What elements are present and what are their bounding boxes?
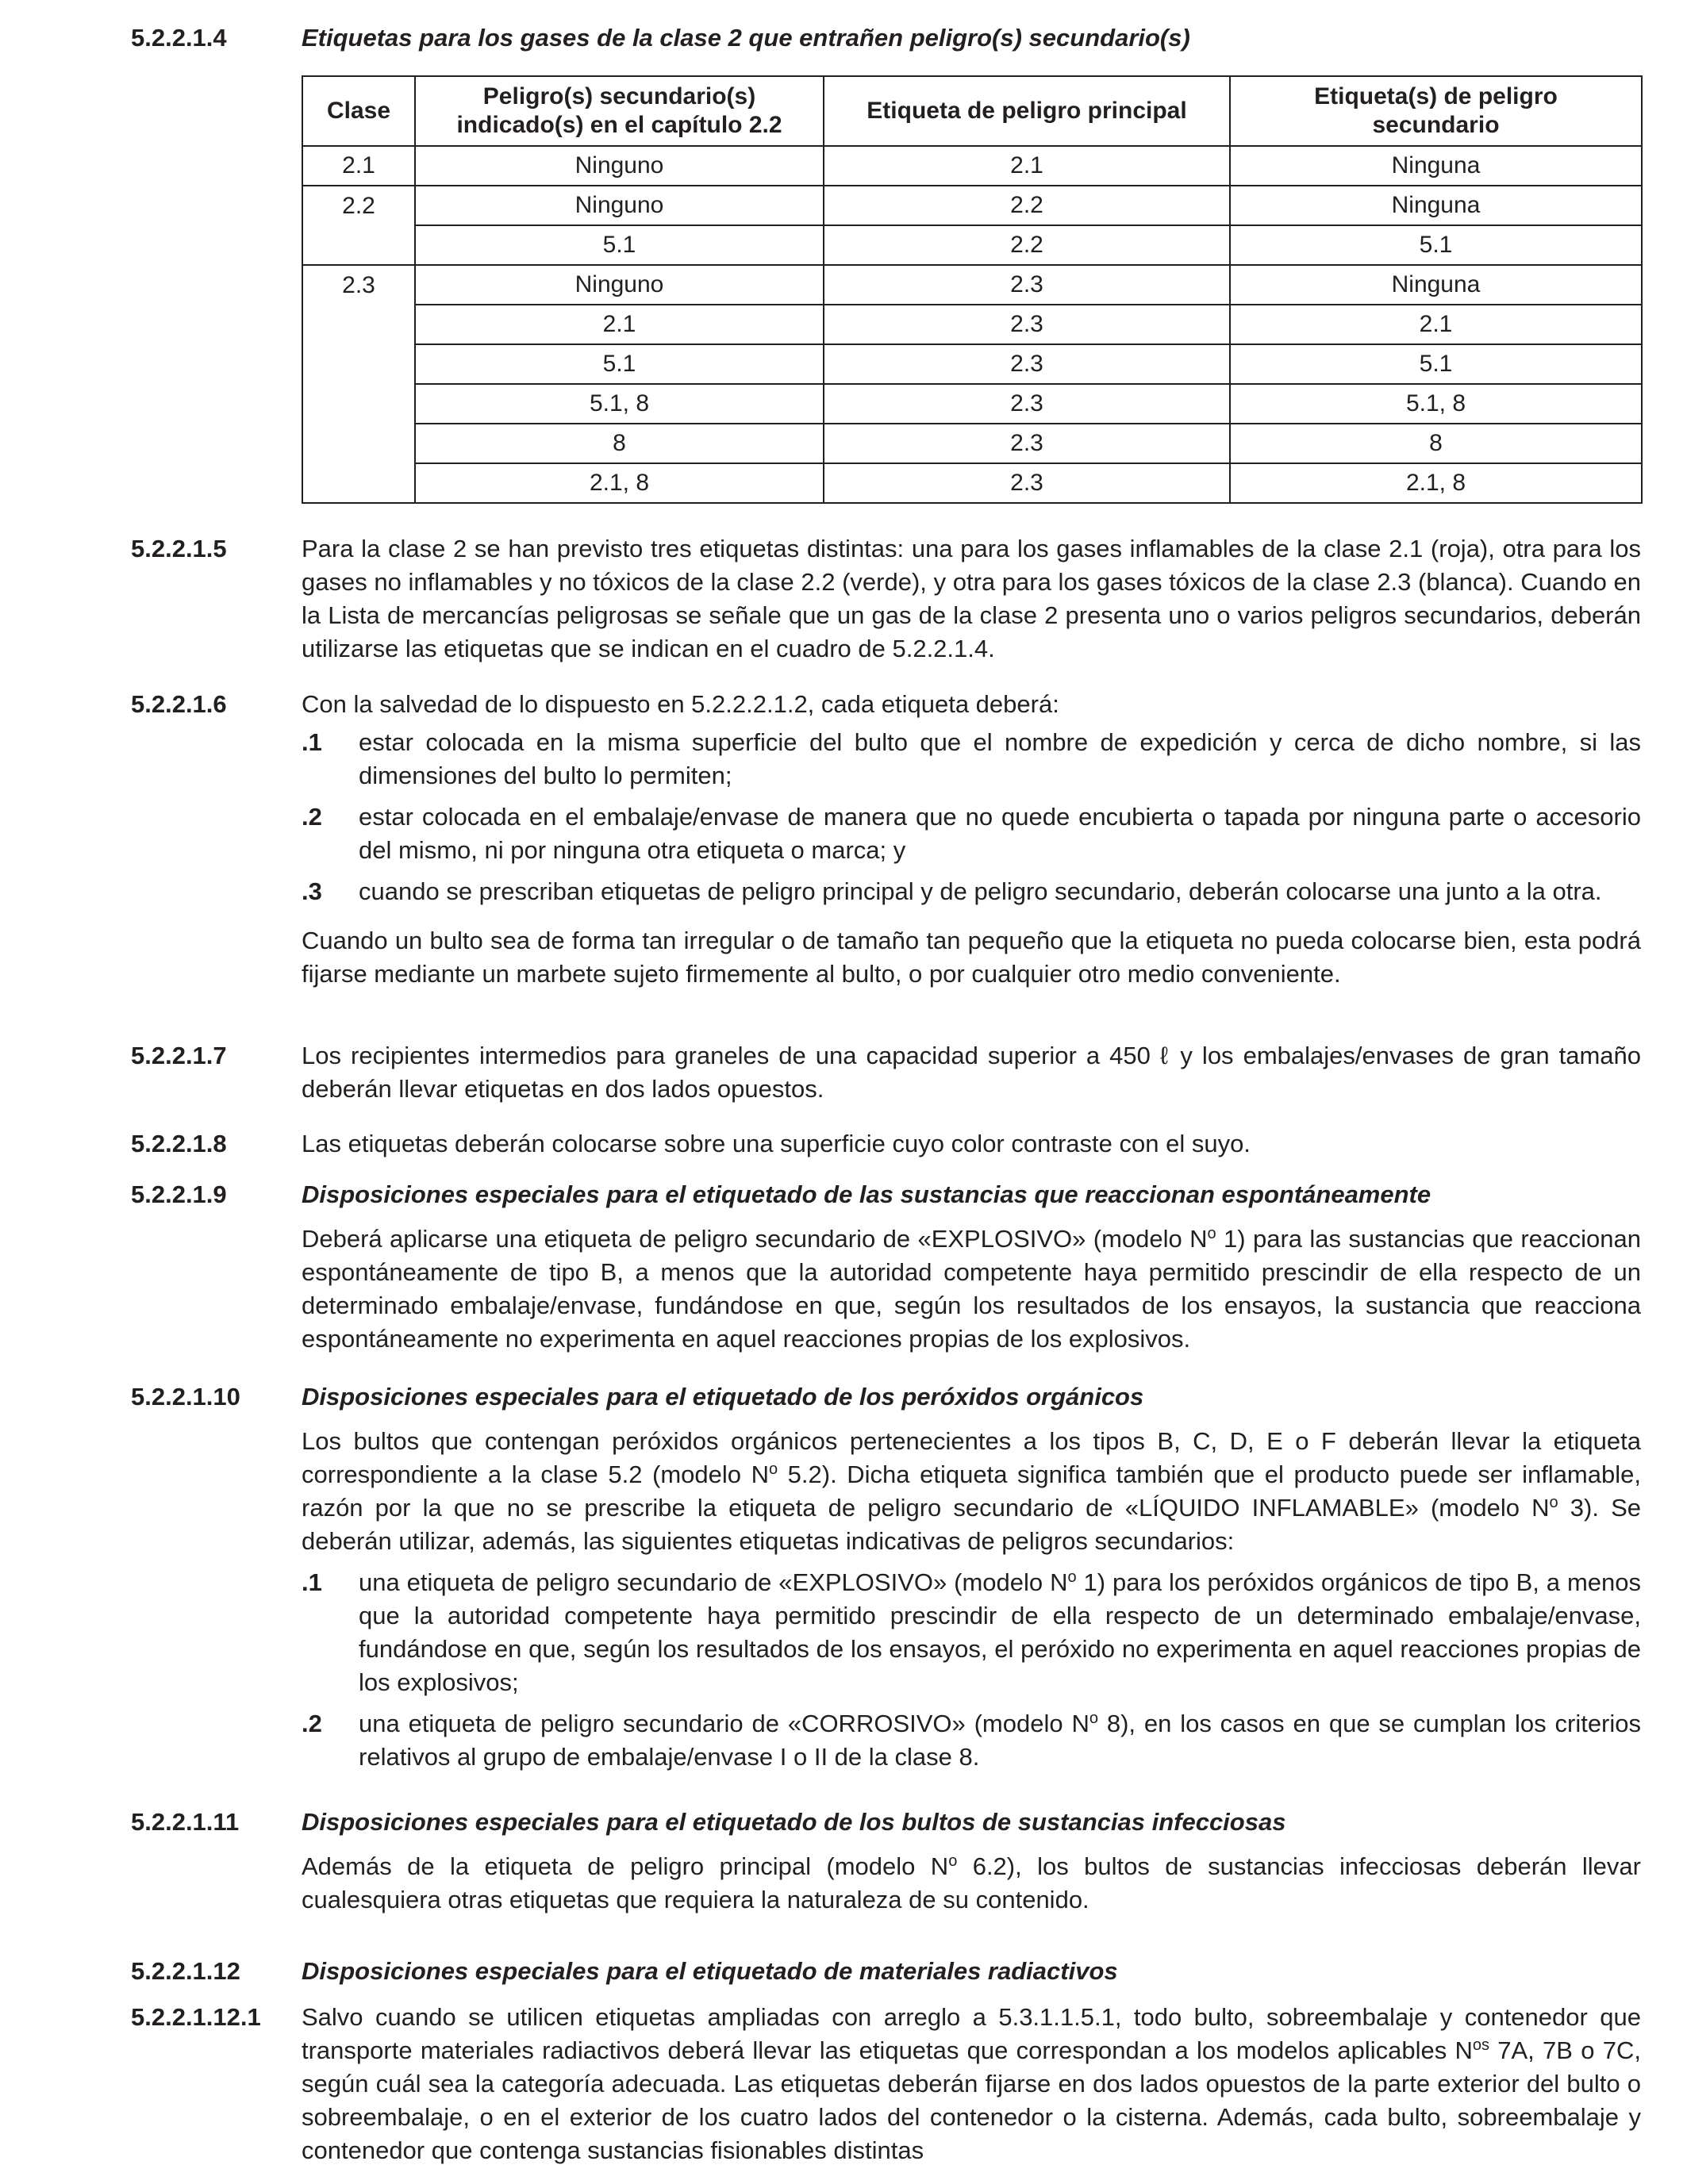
cell-class	[302, 424, 415, 463]
cell-subsidiary-label: Ninguna	[1230, 186, 1642, 225]
superscript: o	[1207, 1225, 1216, 1242]
section-number: 5.2.2.1.12.1	[131, 2003, 261, 2031]
header-subsidiary-hazard	[415, 76, 824, 146]
section-body	[302, 1380, 1641, 1774]
cell-primary-label: 2.2	[824, 225, 1230, 265]
cell-class	[302, 225, 415, 265]
table-row	[302, 424, 1642, 463]
cell-subsidiary-hazard: Ninguno	[415, 146, 824, 186]
section-number: 5.2.2.1.10	[131, 1383, 240, 1411]
section-body	[302, 688, 1641, 991]
text-run: 1) para las sustancias que reaccionan espontáneamente de tipo B, a menos que la autoridad competente haya permitido prescindir de ella respecto de un determinado embalaje/envase, fundándose en que, según los resultados de los ensayos, la sustancia que reacciona espontáneamente no experimenta en aquel reacciones propias de los explosivos.	[302, 1225, 1641, 1353]
section-text: Los recipientes intermedios para graneles de una capacidad superior a 450 ℓ y los embalajes/envases de gran tamaño deberán llevar etiquetas en dos lados opuestos.	[302, 1042, 1641, 1103]
cell-primary-label: 2.3	[824, 344, 1230, 384]
section-title: Disposiciones especiales para el etiquetado de las sustancias que reaccionan espontáneamente	[302, 1180, 1431, 1208]
class-2-labels-table	[302, 75, 1643, 504]
list-item	[302, 800, 1641, 867]
table-header-row	[302, 76, 1642, 146]
cell-subsidiary-hazard: Ninguno	[415, 265, 824, 305]
table-row	[302, 225, 1642, 265]
section-paragraph	[302, 1223, 1641, 1356]
text-run: una etiqueta de peligro secundario de «EXPLOSIVO» (modelo N	[359, 1568, 1068, 1596]
table-row	[302, 186, 1642, 225]
cell-subsidiary-label: 2.1, 8	[1230, 463, 1642, 503]
section-paragraph	[302, 1425, 1641, 1558]
table-row	[302, 384, 1642, 424]
text-run: Salvo cuando se utilicen etiquetas ampliadas con arreglo a 5.3.1.1.5.1, todo bulto, sobreembalaje y contenedor que transporte materiales radiactivos deberá llevar las etiquetas que correspondan a los modelos aplicables N	[302, 2003, 1641, 2064]
list-marker: .2	[302, 1710, 322, 1737]
header-subsidiary-label	[1230, 76, 1642, 146]
cell-subsidiary-hazard: 8	[415, 424, 824, 463]
text-run: Los bultos que contengan peróxidos orgánicos pertenecientes a los tipos B, C, D, E o F deberán llevar la etiqueta correspondiente a la clase 5.2 (modelo N	[302, 1427, 1641, 1488]
cell-primary-label: 2.1	[824, 146, 1230, 186]
list-item	[302, 1707, 1641, 1774]
list-marker: .1	[302, 1568, 322, 1596]
list-item	[302, 1566, 1641, 1699]
header-class: Clase	[302, 76, 415, 146]
cell-class: 2.3	[302, 265, 415, 305]
header-subsidiary-label-line2: secundario	[1372, 112, 1500, 138]
cell-subsidiary-hazard: 2.1	[415, 305, 824, 344]
cell-subsidiary-label: 8	[1230, 424, 1642, 463]
text-run: 6.2), los bultos de sustancias infecciosas deberán llevar cualesquiera otras etiquetas que requiera la naturaleza de su contenido.	[302, 1852, 1641, 1913]
cell-primary-label: 2.3	[824, 305, 1230, 344]
section-number: 5.2.2.1.11	[131, 1808, 240, 1836]
section-text: Para la clase 2 se han previsto tres etiquetas distintas: una para los gases inflamables de la clase 2.1 (roja), otra para los gases no inflamables y no tóxicos de la clase 2.2 (verde), y otra para los gases tóxicos de la clase 2.3 (blanca). Cuando en la Lista de mercancías peligrosas se señale que un gas de la clase 2 presenta uno o varios peligros secundarios, deberán utilizarse las etiquetas que se indican en el cuadro de 5.2.2.1.4.	[302, 535, 1641, 662]
section-number: 5.2.2.1.4	[131, 24, 227, 52]
superscript: o	[1549, 1494, 1558, 1511]
cell-subsidiary-hazard: 5.1	[415, 344, 824, 384]
section-paragraph	[302, 1850, 1641, 1917]
list-item	[302, 875, 1641, 908]
text-run: 3). Se deberán utilizar, además, las siguientes etiquetas indicativas de peligros secundarios:	[302, 1494, 1641, 1555]
cell-class: 2.1	[302, 146, 415, 186]
text-run: 8), en los casos en que se cumplan los criterios relativos al grupo de embalaje/envase I o II de la clase 8.	[359, 1710, 1642, 1771]
table-row	[302, 344, 1642, 384]
text-run: 5.2). Dicha etiqueta significa también que el producto puede ser inflamable, razón por la que no se prescribe la etiqueta de peligro secundario de «LÍQUIDO INFLAMABLE» (modelo N	[302, 1460, 1641, 1522]
cell-subsidiary-hazard: 5.1, 8	[415, 384, 824, 424]
superscript: o	[1067, 1568, 1077, 1586]
section-title: Disposiciones especiales para el etiquetado de los peróxidos orgánicos	[302, 1383, 1144, 1411]
section-body	[302, 1806, 1641, 1917]
cell-subsidiary-label: 5.1	[1230, 225, 1642, 265]
cell-class	[302, 384, 415, 424]
cell-subsidiary-hazard: 2.1, 8	[415, 463, 824, 503]
section-number: 5.2.2.1.12	[131, 1957, 240, 1985]
text-run: 7A, 7B o 7C, según cuál sea la categoría adecuada. Las etiquetas deberán fijarse en dos lados opuestos de la parte exterior del bulto o sobreembalaje, o en el exterior de los cuatro lados del contenedor o la cisterna. Además, cada bulto, sobreembalaje y contenedor que contenga sustancias fisionables distintas	[302, 2036, 1641, 2164]
header-subsidiary-hazard-line2: indicado(s) en el capítulo 2.2	[456, 112, 782, 138]
cell-subsidiary-label: Ninguna	[1230, 265, 1642, 305]
list-marker: .3	[302, 877, 322, 905]
table-row	[302, 305, 1642, 344]
section-number: 5.2.2.1.5	[131, 535, 227, 562]
text-run: Además de la etiqueta de peligro principal (modelo N	[302, 1852, 949, 1880]
list-item-text: estar colocada en el embalaje/envase de manera que no quede encubierta o tapada por ninguna parte o accesorio del mismo, ni por ninguna otra etiqueta o marca; y	[359, 803, 1641, 864]
cell-class	[302, 463, 415, 503]
list-item	[302, 726, 1641, 793]
cell-primary-label: 2.2	[824, 186, 1230, 225]
header-primary-label: Etiqueta de peligro principal	[824, 76, 1230, 146]
cell-subsidiary-label: 5.1, 8	[1230, 384, 1642, 424]
table-row	[302, 265, 1642, 305]
text-run: una etiqueta de peligro secundario de «CORROSIVO» (modelo N	[359, 1710, 1089, 1737]
list-item-text: estar colocada en la misma superficie del bulto que el nombre de expedición y cerca de dicho nombre, si las dimensiones del bulto lo permiten;	[359, 728, 1641, 789]
section-paragraph	[302, 2001, 1641, 2167]
section-intro: Con la salvedad de lo dispuesto en 5.2.2.2.1.2, cada etiqueta deberá:	[302, 690, 1059, 718]
section-number: 5.2.2.1.9	[131, 1180, 227, 1208]
cell-class	[302, 305, 415, 344]
cell-subsidiary-label: Ninguna	[1230, 146, 1642, 186]
cell-class: 2.2	[302, 186, 415, 225]
text-run: 1) para los peróxidos orgánicos de tipo B, a menos que la autoridad competente haya permitido prescindir de ella respecto de un determinado embalaje/envase, fundándose en que, según los resultados de los ensayos, el peróxido no experimenta en aquel reacciones propias de los explosivos;	[359, 1568, 1642, 1696]
section-title: Disposiciones especiales para el etiquetado de materiales radiactivos	[302, 1957, 1118, 1985]
text-run: Deberá aplicarse una etiqueta de peligro secundario de «EXPLOSIVO» (modelo N	[302, 1225, 1208, 1253]
table-row	[302, 463, 1642, 503]
cell-primary-label: 2.3	[824, 384, 1230, 424]
superscript: o	[1089, 1710, 1098, 1727]
superscript: o	[768, 1460, 778, 1478]
cell-primary-label: 2.3	[824, 265, 1230, 305]
section-paragraph: Cuando un bulto sea de forma tan irregular o de tamaño tan pequeño que la etiqueta no pueda colocarse bien, esta podrá fijarse mediante un marbete sujeto firmemente al bulto, o por cualquier otro medio conveniente.	[302, 927, 1641, 988]
section-text: Las etiquetas deberán colocarse sobre una superficie cuyo color contraste con el suyo.	[302, 1130, 1251, 1157]
section-number: 5.2.2.1.6	[131, 690, 227, 718]
section-number: 5.2.2.1.8	[131, 1130, 227, 1157]
section-title: Disposiciones especiales para el etiquetado de los bultos de sustancias infecciosas	[302, 1808, 1286, 1836]
list-marker: .2	[302, 803, 322, 831]
section-body	[302, 1178, 1641, 1356]
header-subsidiary-label-line1: Etiqueta(s) de peligro	[1314, 83, 1558, 109]
header-subsidiary-hazard-line1: Peligro(s) secundario(s)	[482, 83, 756, 109]
cell-primary-label: 2.3	[824, 463, 1230, 503]
section-title: Etiquetas para los gases de la clase 2 que entrañen peligro(s) secundario(s)	[302, 24, 1190, 52]
list-item-text: cuando se prescriban etiquetas de peligro principal y de peligro secundario, deberán colocarse una junto a la otra.	[359, 877, 1602, 905]
cell-subsidiary-label: 2.1	[1230, 305, 1642, 344]
section-number: 5.2.2.1.7	[131, 1042, 227, 1069]
table-row	[302, 146, 1642, 186]
cell-subsidiary-hazard: 5.1	[415, 225, 824, 265]
cell-subsidiary-hazard: Ninguno	[415, 186, 824, 225]
list-marker: .1	[302, 728, 322, 756]
cell-subsidiary-label: 5.1	[1230, 344, 1642, 384]
cell-primary-label: 2.3	[824, 424, 1230, 463]
cell-class	[302, 344, 415, 384]
superscript: o	[948, 1852, 958, 1870]
superscript: os	[1472, 2036, 1489, 2054]
